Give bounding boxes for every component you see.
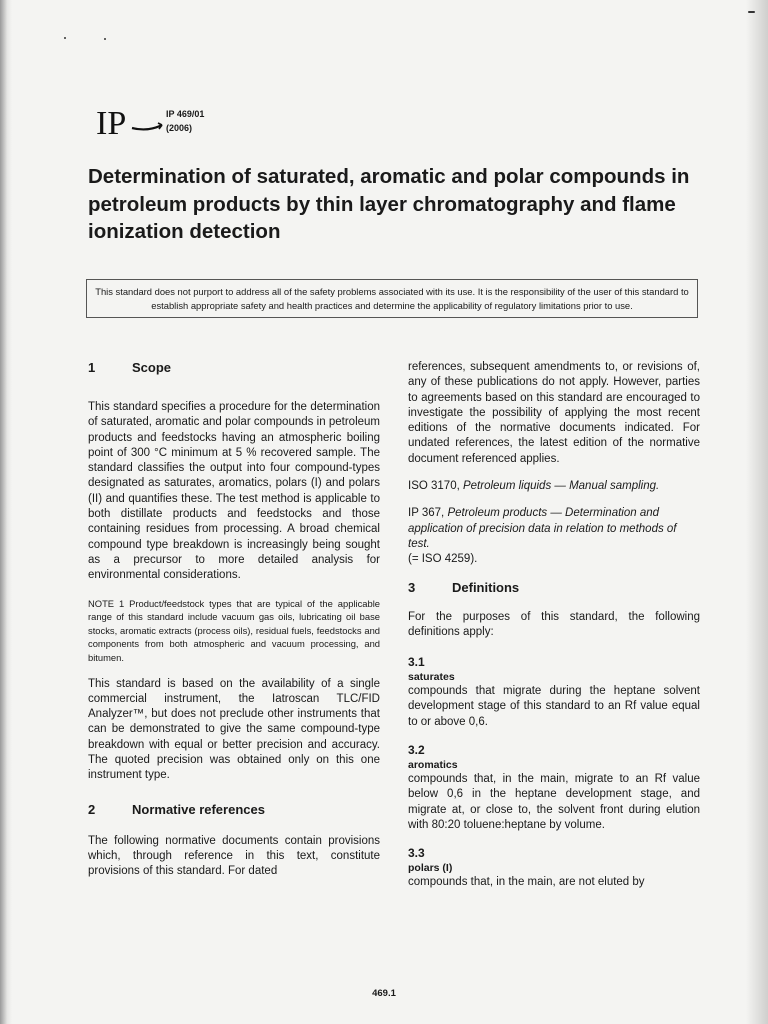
- right-column: [408, 360, 700, 891]
- references-paragraph-start: The following normative documents contain provisions which, through reference in this text, constitute provisions of this standard. For dated: [88, 834, 380, 878]
- scope-paragraph-instrument: This standard is based on the availability of a single commercial instrument, the Iatroscan TLC/FID Analyzer™, but does not preclude other instruments that can be demonstrated to give the same compound-type breakdown with equal or better precision and accuracy. The quoted precision was obtained only on this one instrument type.: [88, 677, 380, 782]
- svg-text:IP: IP: [96, 105, 127, 141]
- section-number: 2: [88, 801, 96, 817]
- definitions-intro: For the purposes of this standard, the following definitions apply:: [408, 610, 700, 638]
- section-number: 1: [88, 360, 96, 375]
- scan-speck: [64, 37, 66, 39]
- standard-year: (2006): [166, 123, 193, 133]
- standard-reference: [166, 107, 204, 135]
- safety-disclaimer: This standard does not purport to address all of the safety problems associated with its use. It is the responsibility of the user of this standard to establish appropriate safety and health practices and determine the applicability of regulatory limitations prior to use.: [86, 279, 698, 318]
- definition-3-3: [408, 845, 700, 890]
- reference-ip-367: [408, 506, 700, 552]
- reference-title: Petroleum liquids — Manual sampling.: [462, 480, 660, 493]
- definition-term: polars (I): [408, 862, 453, 875]
- scope-note: NOTE 1 Product/feedstock types that are typical of the applicable range of this standard include vacuum gas oils, lubricating oil base stocks, aromatic extracts (process oils), residual fuels, feedstocks and components from both atmospheric and vacuum processing, and bitumen.: [88, 597, 380, 663]
- definition-text: compounds that migrate during the heptane solvent development stage of this standard to an Rf value equal to or above 0,6.: [408, 685, 700, 728]
- section-number: 3: [408, 579, 416, 595]
- definition-number: 3.2: [408, 743, 425, 758]
- section-title: Normative references: [132, 801, 265, 817]
- page-number: 469.1: [372, 988, 396, 999]
- ip-logo-icon: [96, 101, 164, 141]
- reference-code: IP 367,: [408, 507, 448, 520]
- scope-paragraph: This standard specifies a procedure for the determination of saturated, aromatic and polar compounds in petroleum products and feedstocks having an atmospheric boiling point of 300 °C minimum at 5 % recovered sample. The standard classifies the output into four compound-types designated as saturates, aromatics, polars (I) and polars (II) and quantifies these. The test method is applicable to both distillate products and feedstocks and those containing residues from processing. A broad chemical compound type breakdown is increasingly being sought as a precursor to more detailed analysis for environmental considerations.: [88, 401, 380, 582]
- section-1-heading: [88, 360, 380, 380]
- scan-speck: [748, 11, 755, 13]
- page-edge-shadow-left: [0, 0, 12, 1024]
- section-2-heading: [88, 802, 380, 822]
- definition-term: saturates: [408, 671, 455, 684]
- definition-text: compounds that, in the main, are not eluted by: [408, 876, 645, 889]
- standard-code: IP 469/01: [166, 109, 205, 119]
- page-edge-shadow-right: [746, 0, 768, 1024]
- reference-code: ISO 3170,: [408, 480, 463, 493]
- scan-speck: [104, 38, 106, 40]
- definition-number: 3.3: [408, 846, 425, 861]
- section-title: Scope: [132, 360, 172, 375]
- definition-3-2: [408, 742, 700, 833]
- reference-title: Petroleum products — Determination and application of precision data in relation to methods of test.: [408, 507, 677, 550]
- section-title: Definitions: [452, 579, 520, 595]
- left-column: [88, 360, 380, 880]
- definition-number: 3.1: [408, 655, 425, 670]
- definition-text: compounds that, in the main, migrate to an Rf value below 0,6 in the heptane development stage, and migrate at, or close to, the solvent front during elution with 80:20 toluene:heptane by volume.: [408, 773, 700, 831]
- definition-term: aromatics: [408, 759, 458, 772]
- document-title: Determination of saturated, aromatic and polar compounds in petroleum products by thin layer chromatography and flame ionization detection: [88, 165, 690, 243]
- definition-3-1: [408, 654, 700, 730]
- section-3-heading: [408, 580, 700, 600]
- reference-equivalent: (= ISO 4259).: [408, 553, 478, 566]
- reference-iso-3170: [408, 479, 700, 494]
- references-paragraph-continued: references, subsequent amendments to, or revisions of, any of these publications do not apply. However, parties to agreements based on this standard are encouraged to investigate the possibility of applying the most recent editions of the normative documents indicated. For undated references, the latest edition of the normative document referenced applies.: [408, 361, 700, 465]
